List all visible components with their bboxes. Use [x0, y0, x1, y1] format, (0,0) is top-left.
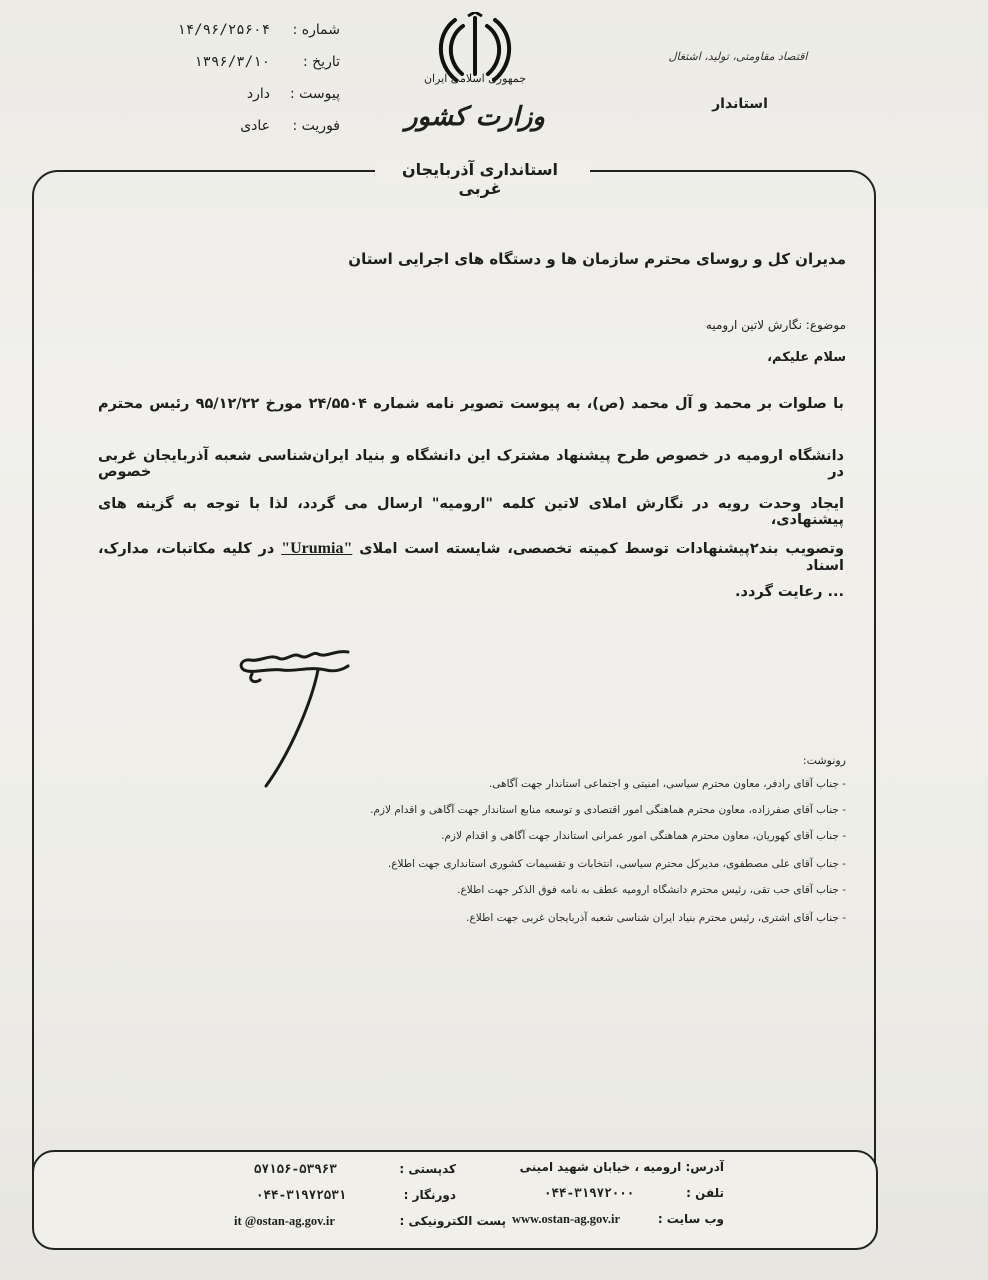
footer-fax-label: دورنگار : — [403, 1188, 456, 1202]
greeting: سلام علیکم، — [767, 350, 846, 365]
meta-priority-label: فوریت : — [292, 118, 340, 134]
meta-priority-value: عادی — [240, 118, 270, 134]
body-line-4-pre: وتصویب بند۲پیشنهادات توسط کمیته تخصصی، شایسته است املای — [359, 541, 844, 557]
footer-address: آدرس: ارومیه ، خیابان شهید امینی — [519, 1160, 724, 1174]
meta-number — [140, 22, 340, 50]
meta-attachment — [140, 86, 340, 114]
footer-phone: ۰۴۴-۳۱۹۷۲۰۰۰ — [544, 1185, 635, 1200]
governorate-title: استانداری آذربایجان غربی — [401, 160, 559, 198]
cc-item: - جناب آقای علی مصطفوی، مدیرکل محترم سیاسی، انتخابات و تقسیمات کشوری استانداری جهت اطلاع. — [387, 858, 846, 870]
meta-date-label: تاریخ : — [302, 54, 340, 70]
body-line-2: دانشگاه ارومیه در خصوص طرح پیشنهاد مشترک این دانشگاه و بنیاد ایران‌شناسی شعبه آذربایجان غربی در خصوص — [98, 448, 844, 480]
signature-icon — [230, 640, 360, 790]
footer-email[interactable]: it @ostan-ag.gov.ir — [234, 1214, 335, 1228]
cc-title: رونوشت: — [802, 754, 846, 767]
meta-date-value: ۱۳۹۶/۳/۱۰ — [194, 54, 270, 70]
footer-postcode-label: کدپستی : — [399, 1162, 456, 1176]
meta-number-label: شماره : — [292, 22, 340, 38]
republic-label: جمهوری اسلامی ایران — [423, 72, 527, 85]
body-line-4: وتصویب بند۲پیشنهادات توسط کمیته تخصصی، شایسته است املای "Urumia" در کلیه مکاتبات، مدارک، اسناد — [98, 540, 844, 574]
meta-number-value: ۱۴/۹۶/۲۵۶۰۴ — [177, 22, 270, 38]
footer-email-label: پست الکترونیکی : — [399, 1214, 506, 1228]
body-line-4-post: در کلیه مکاتبات، مدارک، اسناد — [98, 541, 844, 574]
slogan: اقتصاد مقاومتی، تولید، اشتغال — [668, 50, 808, 63]
footer-postcode: ۵۷۱۵۶-۵۳۹۶۳ — [254, 1161, 337, 1176]
governor-label: استاندار — [712, 96, 768, 112]
footer-website-label: وب سایت : — [657, 1212, 724, 1226]
body-line-5: ... رعایت گردد. — [735, 584, 844, 600]
footer-box — [32, 1150, 878, 1250]
cc-item: - جناب آقای صفرزاده، معاون محترم هماهنگی امور اقتصادی و توسعه منابع استاندار جهت آگاهی و اقدام لازم. — [370, 804, 846, 816]
subject: موضوع: نگارش لاتین ارومیه — [705, 318, 846, 332]
meta-date — [140, 54, 340, 82]
footer-fax: ۰۴۴-۳۱۹۷۲۵۳۱ — [256, 1187, 347, 1202]
cc-item: - جناب آقای حب تقی، رئیس محترم دانشگاه ارومیه عطف به نامه فوق الذکر جهت اطلاع. — [457, 884, 846, 896]
cc-item: - جناب آقای کهوریان، معاون محترم هماهنگی امور عمرانی استاندار جهت آگاهی و اقدام لازم. — [441, 830, 846, 842]
addressee: مدیران کل و روسای محترم سازمان ها و دستگاه های اجرایی استان — [348, 250, 846, 268]
latin-spelling: Urumia — [290, 540, 344, 557]
meta-attachment-value: دارد — [246, 86, 270, 102]
body-line-1: با صلوات بر محمد و آل محمد (ص)، به پیوست تصویر نامه شماره ۲۴/۵۵۰۴ مورخ ۹۵/۱۲/۲۲ رئیس محترم — [98, 396, 844, 412]
cc-item: - جناب آقای اشتری، رئیس محترم بنیاد ایران شناسی شعبه آذربایجان غربی جهت اطلاع. — [466, 912, 846, 924]
body-line-3: ایجاد وحدت رویه در نگارش املای لاتین کلمه "ارومیه" ارسال می گردد، لذا با توجه به گزینه های پیشنهادی، — [98, 496, 844, 528]
footer-phone-label: تلفن : — [686, 1186, 724, 1200]
footer-website[interactable]: www.ostan-ag.gov.ir — [512, 1212, 620, 1226]
ministry-title: وزارت کشور — [405, 102, 545, 132]
meta-attachment-label: پیوست : — [290, 86, 340, 102]
meta-priority — [140, 118, 340, 146]
cc-item: - جناب آقای رادفر، معاون محترم سیاسی، امنیتی و اجتماعی استاندار جهت آگاهی. — [488, 778, 846, 790]
